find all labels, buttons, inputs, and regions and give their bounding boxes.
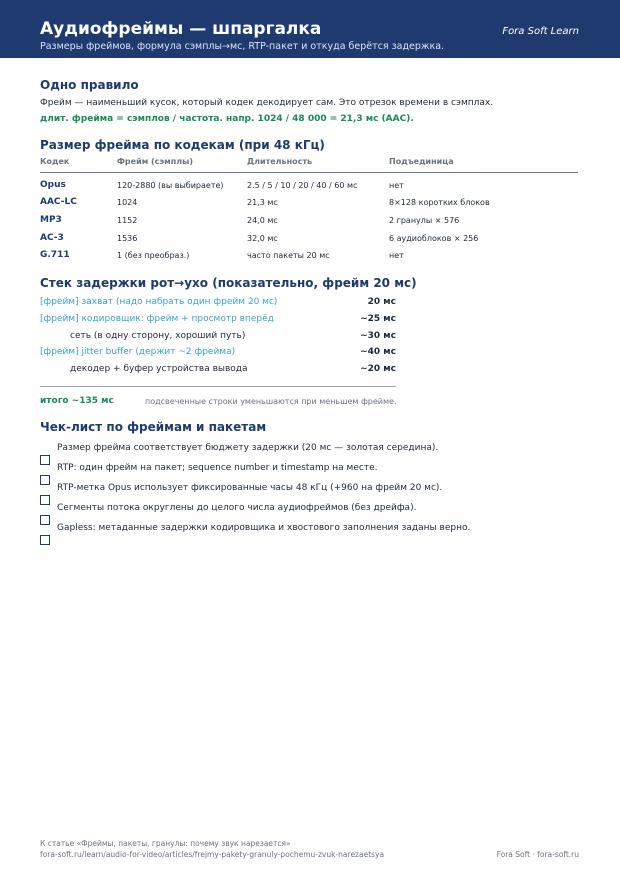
checklist-item-text: Сегменты потока округлены до целого числа аудиофреймов (без дрейфа). xyxy=(57,503,417,513)
frame-duration: часто пакеты 20 мс xyxy=(247,251,330,260)
column-header: Фрейм (сэмплы) xyxy=(117,157,193,166)
latency-value: ~20 мс xyxy=(360,364,396,374)
frame-subunit: 2 гранулы × 576 xyxy=(389,216,460,225)
column-header: Кодек xyxy=(40,157,70,166)
brand-label: Fora Soft Learn xyxy=(502,26,579,37)
checklist-item-text: Размер фрейма соответствует бюджету задержки (20 мс — золотая середина). xyxy=(57,443,439,453)
checklist-checkbox[interactable] xyxy=(40,495,50,505)
frames-heading: Размер фрейма по кодекам (при 48 кГц) xyxy=(40,138,325,152)
footer-url[interactable]: fora-soft.ru/learn/audio-for-video/articles/frejmy-pakety-granuly-pochemu-zvuk-narezaetsya xyxy=(40,850,385,859)
latency-row xyxy=(40,364,396,378)
latency-value: ~30 мс xyxy=(360,331,396,341)
frame-samples: 1536 xyxy=(117,234,138,243)
frame-duration: 21,3 мс xyxy=(247,198,278,207)
frame-subunit: 6 аудиоблоков × 256 xyxy=(389,234,479,243)
frame-samples: 1 (без преобраз.) xyxy=(117,251,190,260)
checklist-item-text: Gapless: метаданные задержки кодировщика и хвостового заполнения заданы верно. xyxy=(57,523,471,533)
latency-heading: Стек задержки рот→ухо (показательно, фрейм 20 мс) xyxy=(40,276,417,290)
checklist-checkbox[interactable] xyxy=(40,535,50,545)
checklist-item-text: RTP: один фрейм на пакет; sequence number и timestamp на месте. xyxy=(57,463,378,473)
table-row xyxy=(40,216,578,230)
latency-label: декодер + буфер устройства вывода xyxy=(70,364,248,374)
rule-heading: Одно правило xyxy=(40,78,139,92)
frame-subunit: 8×128 коротких блоков xyxy=(389,198,490,207)
rule-formula: длит. фрейма = сэмплов / частота. напр. 1024 / 48 000 = 21,3 мс (AAC). xyxy=(40,114,414,124)
table-row xyxy=(40,181,578,195)
column-header: Подъединица xyxy=(389,157,454,166)
page-subtitle: Размеры фреймов, формула сэмплы→мс, RTP-пакет и откуда берётся задержка. xyxy=(40,41,445,52)
latency-divider xyxy=(40,386,396,387)
footer-article: К статье «Фреймы, пакеты, гранулы: почему звук нарезается» xyxy=(40,839,291,848)
page-title: Аудиофреймы — шпаргалка xyxy=(40,19,322,39)
rule-text: Фрейм — наименьший кусок, который кодек декодирует сам. Это отрезок времени в сэмплах. xyxy=(40,98,494,108)
latency-label: [фрейм] захват (надо набрать один фрейм 20 мс) xyxy=(40,297,278,307)
frame-duration: 32,0 мс xyxy=(247,234,278,243)
codec-name: MP3 xyxy=(40,215,62,225)
table-row xyxy=(40,234,578,248)
frame-subunit: нет xyxy=(389,181,404,190)
frame-subunit: нет xyxy=(389,251,404,260)
latency-value: 20 мс xyxy=(367,297,396,307)
codec-name: AAC-LC xyxy=(40,197,77,207)
frame-samples: 1152 xyxy=(117,216,138,225)
frame-duration: 24,0 мс xyxy=(247,216,278,225)
frame-samples: 1024 xyxy=(117,198,138,207)
codec-name: G.711 xyxy=(40,250,70,260)
footer-site[interactable]: Fora Soft · fora-soft.ru xyxy=(496,850,579,859)
frame-duration: 2.5 / 5 / 10 / 20 / 40 / 60 мс xyxy=(247,181,358,190)
latency-label: сеть (в одну сторону, хороший путь) xyxy=(70,331,246,341)
codec-name: AC-3 xyxy=(40,233,64,243)
codec-name: Opus xyxy=(40,180,66,190)
column-header: Длительность xyxy=(247,157,313,166)
frames-table-header xyxy=(40,157,578,173)
latency-label: [фрейм] jitter buffer (держит ~2 фрейма) xyxy=(40,347,236,357)
latency-row xyxy=(40,314,396,328)
latency-row xyxy=(40,331,396,345)
latency-row xyxy=(40,347,396,361)
latency-label: [фрейм] кодировщик: фрейм + просмотр вперёд xyxy=(40,314,274,324)
checklist-checkbox[interactable] xyxy=(40,475,50,485)
latency-note: подсвеченные строки уменьшаются при меньшем фрейме. xyxy=(145,397,397,406)
table-row xyxy=(40,198,578,212)
frame-samples: 120-2880 (вы выбираете) xyxy=(117,181,224,190)
latency-total: итого ~135 мс xyxy=(40,396,114,406)
latency-row xyxy=(40,297,396,311)
checklist-checkbox[interactable] xyxy=(40,455,50,465)
checklist-checkbox[interactable] xyxy=(40,515,50,525)
checklist-heading: Чек-лист по фреймам и пакетам xyxy=(40,420,267,434)
latency-value: ~40 мс xyxy=(360,347,396,357)
latency-value: ~25 мс xyxy=(360,314,396,324)
table-row xyxy=(40,251,578,265)
page-header xyxy=(0,0,620,58)
checklist-item-text: RTP-метка Opus использует фиксированные часы 48 кГц (+960 на фрейм 20 мс). xyxy=(57,483,443,493)
